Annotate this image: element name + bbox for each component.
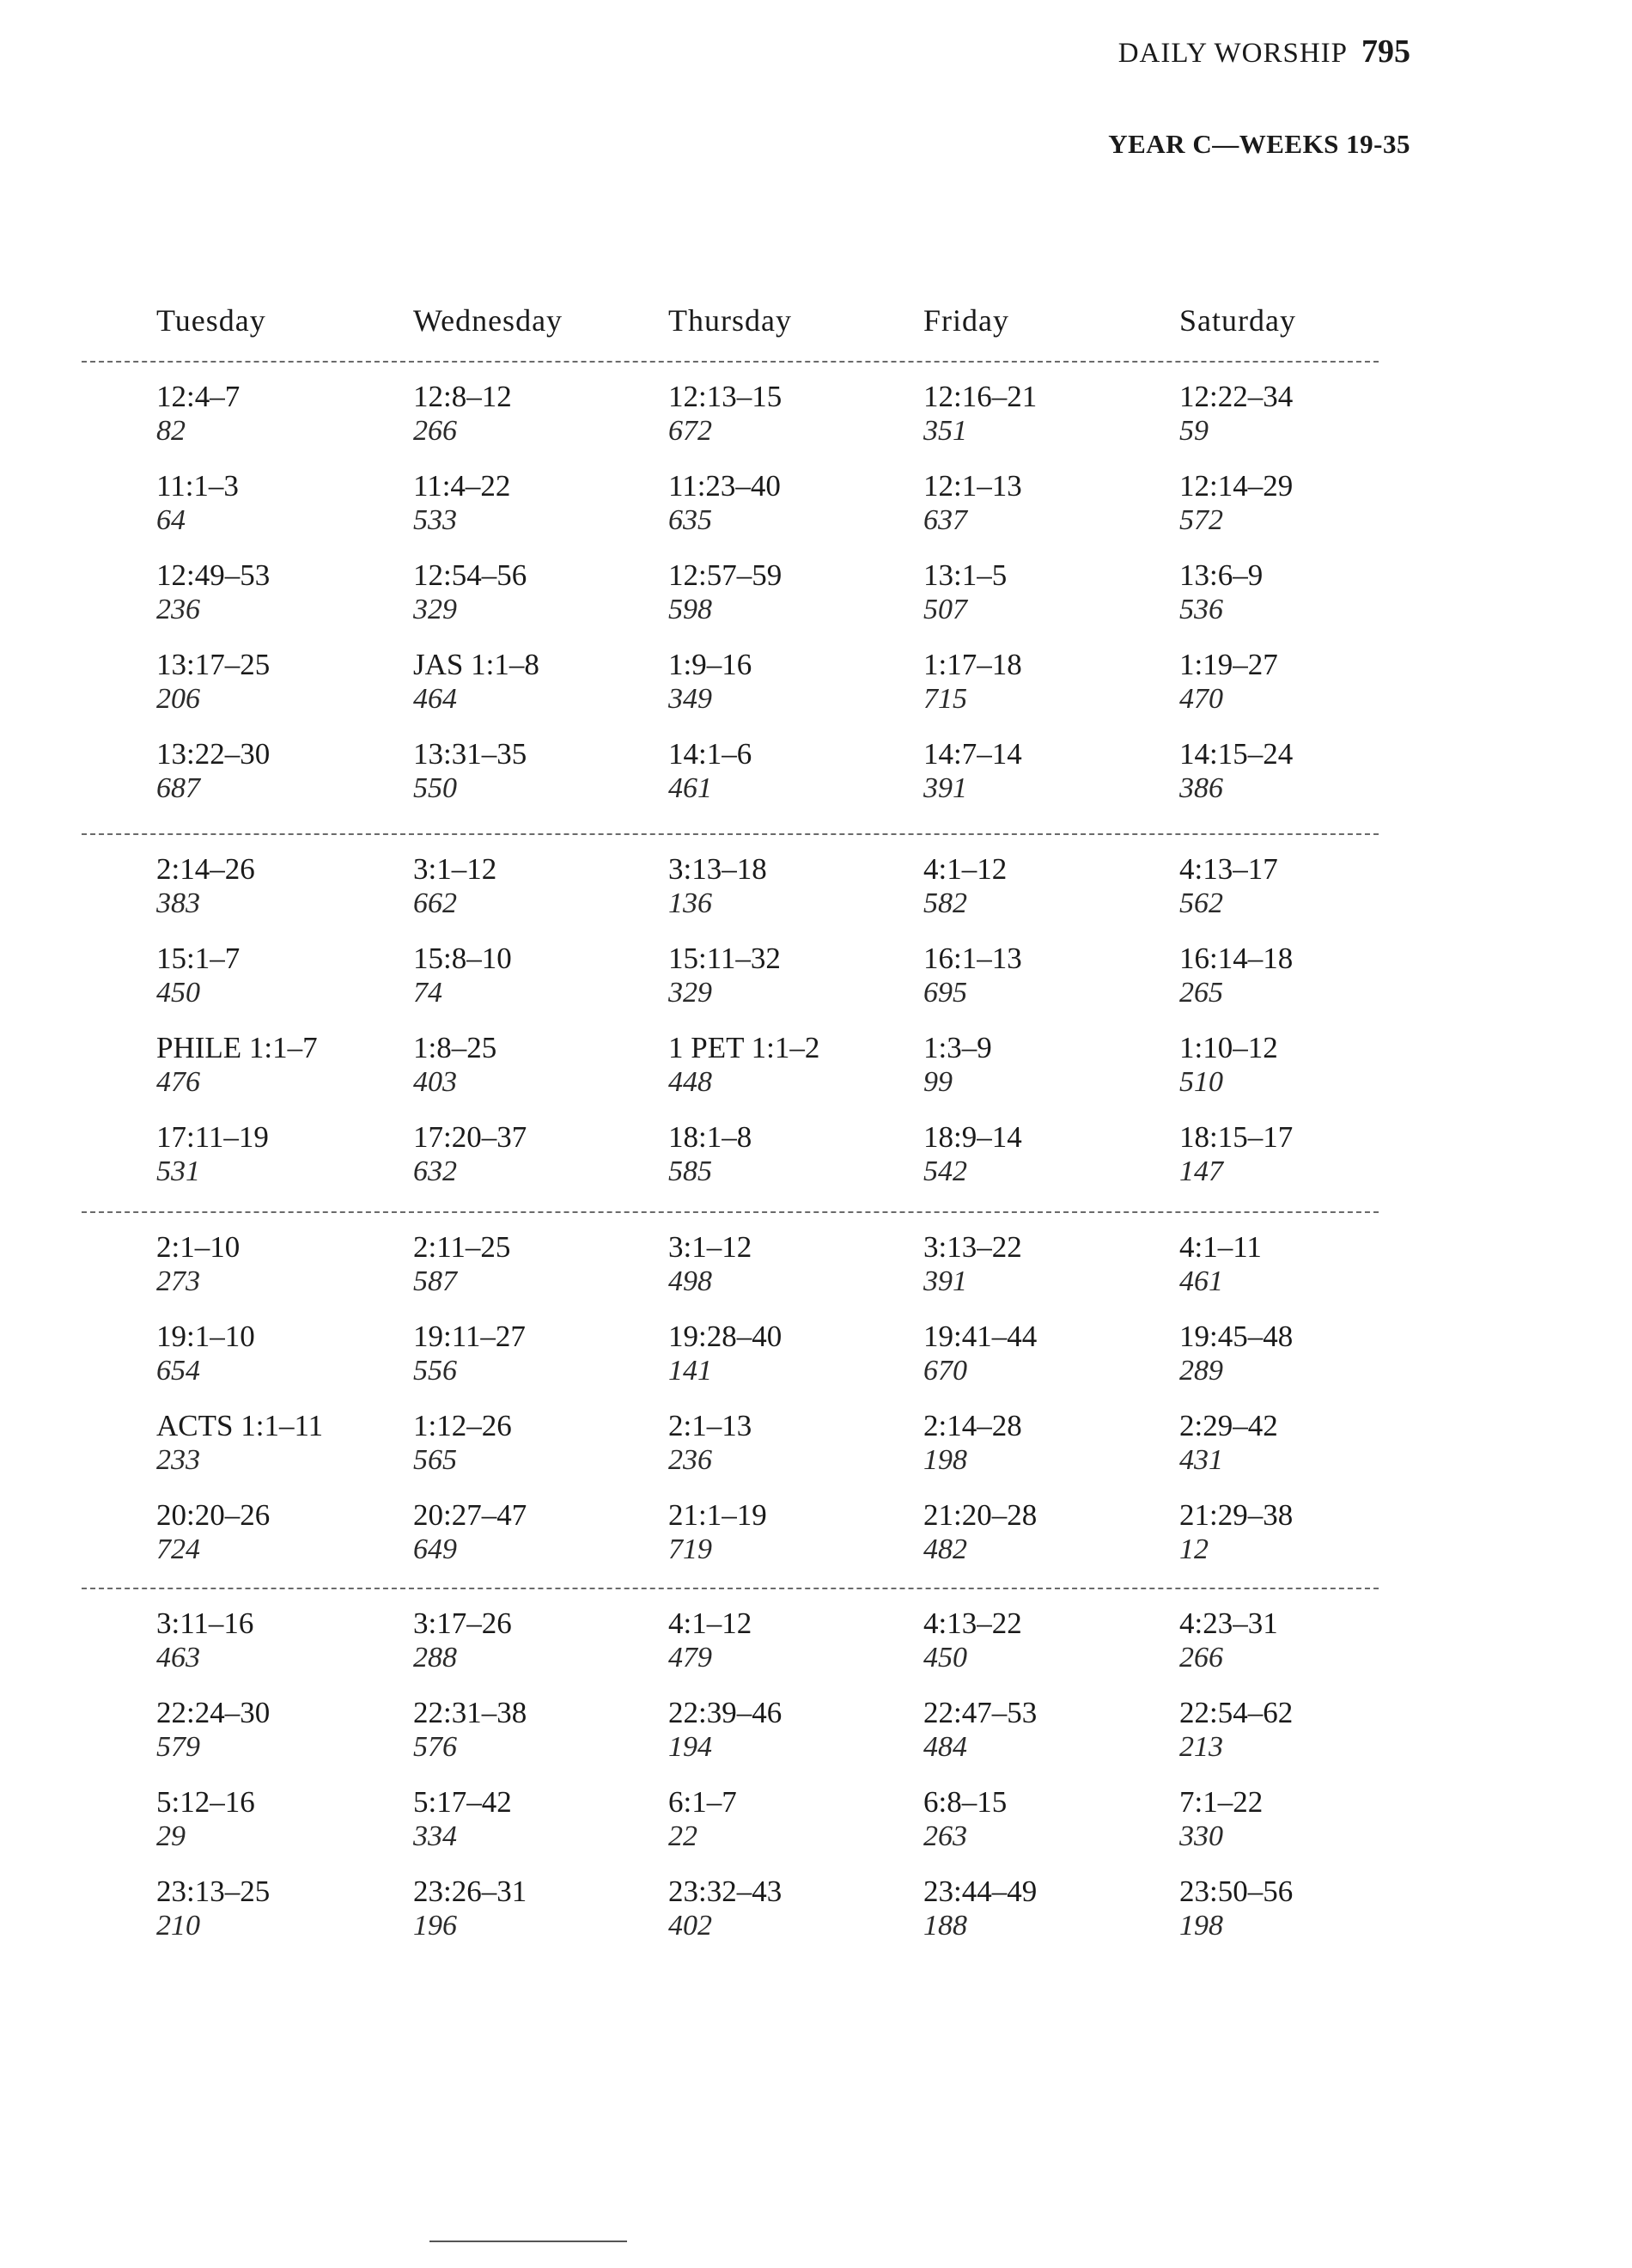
hymn-number: 582 xyxy=(923,887,967,919)
reading-entry-friday xyxy=(923,942,1022,1010)
reading-entry-tuesday xyxy=(156,1409,323,1478)
reading-entry-tuesday xyxy=(156,558,270,627)
hymn-number: 687 xyxy=(156,772,200,804)
reading-entry-friday xyxy=(923,558,1007,627)
scripture-reference: 11:4–22 xyxy=(413,469,511,503)
hymn-number: 654 xyxy=(156,1355,200,1387)
reading-entry-thursday xyxy=(668,1696,782,1765)
scripture-reference: 3:1–12 xyxy=(413,852,497,886)
reading-entry-thursday xyxy=(668,1120,752,1189)
reading-entry-friday xyxy=(923,469,1022,538)
hymn-number: 463 xyxy=(156,1642,200,1674)
group-divider xyxy=(82,833,1379,835)
hymn-number: 64 xyxy=(156,504,186,536)
hymn-number: 196 xyxy=(413,1910,457,1942)
reading-entry-tuesday xyxy=(156,648,270,716)
reading-entry-thursday xyxy=(668,1409,752,1478)
scripture-reference: 19:11–27 xyxy=(413,1320,526,1353)
reading-entry-saturday xyxy=(1179,1498,1293,1567)
scripture-reference: 12:16–21 xyxy=(923,380,1038,413)
scripture-reference: 2:1–10 xyxy=(156,1230,241,1264)
reading-entry-saturday xyxy=(1179,1785,1263,1854)
hymn-number: 649 xyxy=(413,1533,457,1565)
reading-entry-wednesday xyxy=(413,1031,496,1100)
scripture-reference: 6:8–15 xyxy=(923,1785,1008,1819)
hymn-number: 431 xyxy=(1179,1444,1223,1476)
reading-entry-wednesday xyxy=(413,1230,510,1299)
reading-entry-saturday xyxy=(1179,1230,1262,1299)
reading-entry-friday xyxy=(923,380,1037,448)
reading-entry-wednesday xyxy=(413,737,527,806)
reading-entry-tuesday xyxy=(156,1606,253,1675)
reading-entry-saturday xyxy=(1179,558,1263,627)
reading-entry-saturday xyxy=(1179,648,1278,716)
scripture-reference: 21:20–28 xyxy=(923,1498,1038,1532)
hymn-number: 194 xyxy=(668,1731,712,1763)
scripture-reference: 12:14–29 xyxy=(1179,469,1294,503)
hymn-number: 349 xyxy=(668,683,712,715)
scripture-reference: 4:13–22 xyxy=(923,1606,1022,1640)
hymn-number: 386 xyxy=(1179,772,1223,804)
hymn-number: 391 xyxy=(923,1265,967,1297)
reading-entry-friday xyxy=(923,852,1007,921)
scripture-reference: 12:13–15 xyxy=(668,380,783,413)
hymn-number: 484 xyxy=(923,1731,967,1763)
scripture-reference: 4:1–12 xyxy=(923,852,1008,886)
hymn-number: 236 xyxy=(156,594,200,625)
scripture-reference: 3:1–12 xyxy=(668,1230,752,1264)
scripture-reference: 19:41–44 xyxy=(923,1320,1038,1353)
hymn-number: 334 xyxy=(413,1820,457,1852)
scripture-reference: 3:13–22 xyxy=(923,1230,1022,1264)
reading-entry-wednesday xyxy=(413,942,512,1010)
hymn-number: 531 xyxy=(156,1155,200,1187)
hymn-number: 263 xyxy=(923,1820,967,1852)
scripture-reference: 3:17–26 xyxy=(413,1606,512,1640)
scripture-reference: 1:9–16 xyxy=(668,648,752,681)
scripture-reference: 23:50–56 xyxy=(1179,1875,1294,1908)
reading-entry-thursday xyxy=(668,1230,752,1299)
hymn-number: 598 xyxy=(668,594,712,625)
scripture-reference: 2:1–13 xyxy=(668,1409,752,1442)
scripture-reference: 1 PET 1:1–2 xyxy=(668,1031,820,1064)
reading-entry-friday xyxy=(923,1409,1022,1478)
reading-entry-thursday xyxy=(668,558,782,627)
day-header-tuesday: Tuesday xyxy=(156,303,266,338)
scripture-reference: 12:1–13 xyxy=(923,469,1022,503)
reading-entry-tuesday xyxy=(156,1498,270,1567)
hymn-number: 391 xyxy=(923,772,967,804)
scripture-reference: 4:23–31 xyxy=(1179,1606,1278,1640)
hymn-number: 479 xyxy=(668,1642,712,1674)
hymn-number: 383 xyxy=(156,887,200,919)
hymn-number: 507 xyxy=(923,594,967,625)
reading-entry-thursday xyxy=(668,1606,752,1675)
reading-entry-friday xyxy=(923,737,1022,806)
reading-entry-thursday xyxy=(668,1875,782,1943)
reading-entry-friday xyxy=(923,1230,1022,1299)
hymn-number: 74 xyxy=(413,977,442,1009)
hymn-number: 565 xyxy=(413,1444,457,1476)
hymn-number: 265 xyxy=(1179,977,1223,1009)
reading-entry-thursday xyxy=(668,648,752,716)
scripture-reference: 20:27–47 xyxy=(413,1498,527,1532)
scripture-reference: 13:1–5 xyxy=(923,558,1008,592)
scripture-reference: 22:47–53 xyxy=(923,1696,1038,1729)
scripture-reference: 19:45–48 xyxy=(1179,1320,1294,1353)
scripture-reference: PHILE 1:1–7 xyxy=(156,1031,318,1064)
scripture-reference: 15:11–32 xyxy=(668,942,781,975)
hymn-number: 632 xyxy=(413,1155,457,1187)
reading-entry-saturday xyxy=(1179,1320,1293,1388)
hymn-number: 587 xyxy=(413,1265,457,1297)
reading-entry-thursday xyxy=(668,1031,819,1100)
hymn-number: 670 xyxy=(923,1355,967,1387)
reading-entry-thursday xyxy=(668,1498,767,1567)
hymn-number: 724 xyxy=(156,1533,200,1565)
scripture-reference: 12:4–7 xyxy=(156,380,241,413)
day-header-saturday: Saturday xyxy=(1179,303,1296,338)
reading-entry-wednesday xyxy=(413,1320,526,1388)
reading-entry-wednesday xyxy=(413,1409,512,1478)
scripture-reference: 3:13–18 xyxy=(668,852,767,886)
scripture-reference: 23:13–25 xyxy=(156,1875,271,1908)
hymn-number: 672 xyxy=(668,415,712,447)
hymn-number: 289 xyxy=(1179,1355,1223,1387)
day-header-friday: Friday xyxy=(923,303,1009,338)
scripture-reference: 1:19–27 xyxy=(1179,648,1278,681)
scripture-reference: 4:13–17 xyxy=(1179,852,1278,886)
reading-entry-tuesday xyxy=(156,942,240,1010)
reading-entry-wednesday xyxy=(413,1696,527,1765)
reading-entry-wednesday xyxy=(413,1120,527,1189)
hymn-number: 82 xyxy=(156,415,186,447)
hymn-number: 461 xyxy=(668,772,712,804)
scripture-reference: 14:1–6 xyxy=(668,737,752,771)
hymn-number: 695 xyxy=(923,977,967,1009)
reading-entry-tuesday xyxy=(156,1875,270,1943)
reading-entry-saturday xyxy=(1179,1409,1278,1478)
page-number: 795 xyxy=(1361,34,1410,70)
scripture-reference: 13:6–9 xyxy=(1179,558,1264,592)
scripture-reference: 4:1–12 xyxy=(668,1606,752,1640)
reading-entry-thursday xyxy=(668,1785,737,1854)
scripture-reference: 16:14–18 xyxy=(1179,942,1294,975)
scripture-reference: 17:11–19 xyxy=(156,1120,269,1154)
group-divider xyxy=(82,1588,1379,1589)
scripture-reference: 23:44–49 xyxy=(923,1875,1038,1908)
reading-entry-wednesday xyxy=(413,1498,527,1567)
hymn-number: 470 xyxy=(1179,683,1223,715)
hymn-number: 29 xyxy=(156,1820,186,1852)
running-head xyxy=(1118,33,1410,70)
scripture-reference: 4:1–11 xyxy=(1179,1230,1262,1264)
hymn-number: 719 xyxy=(668,1533,712,1565)
hymn-number: 198 xyxy=(923,1444,967,1476)
reading-entry-wednesday xyxy=(413,1606,512,1675)
reading-entry-friday xyxy=(923,1498,1037,1567)
scripture-reference: 22:24–30 xyxy=(156,1696,271,1729)
scripture-reference: 3:11–16 xyxy=(156,1606,254,1640)
scripture-reference: 15:8–10 xyxy=(413,942,512,975)
scripture-reference: 22:54–62 xyxy=(1179,1696,1294,1729)
hymn-number: 213 xyxy=(1179,1731,1223,1763)
hymn-number: 12 xyxy=(1179,1533,1209,1565)
hymn-number: 542 xyxy=(923,1155,967,1187)
scripture-reference: 6:1–7 xyxy=(668,1785,737,1819)
scripture-reference: 15:1–7 xyxy=(156,942,241,975)
reading-entry-friday xyxy=(923,1031,992,1100)
reading-entry-tuesday xyxy=(156,1230,240,1299)
group-divider xyxy=(82,1211,1379,1213)
reading-entry-saturday xyxy=(1179,469,1293,538)
scripture-reference: 12:8–12 xyxy=(413,380,512,413)
hymn-number: 448 xyxy=(668,1066,712,1098)
hymn-number: 273 xyxy=(156,1265,200,1297)
hymn-number: 236 xyxy=(668,1444,712,1476)
reading-entry-saturday xyxy=(1179,1875,1293,1943)
hymn-number: 330 xyxy=(1179,1820,1223,1852)
reading-entry-tuesday xyxy=(156,1696,270,1765)
reading-entry-tuesday xyxy=(156,1320,255,1388)
scripture-reference: 20:20–26 xyxy=(156,1498,271,1532)
reading-entry-tuesday xyxy=(156,737,270,806)
scripture-reference: 22:39–46 xyxy=(668,1696,783,1729)
scripture-reference: 2:29–42 xyxy=(1179,1409,1278,1442)
reading-entry-thursday xyxy=(668,942,781,1010)
hymn-number: 498 xyxy=(668,1265,712,1297)
hymn-number: 188 xyxy=(923,1910,967,1942)
hymn-number: 403 xyxy=(413,1066,457,1098)
hymn-number: 715 xyxy=(923,683,967,715)
scripture-reference: 23:26–31 xyxy=(413,1875,527,1908)
reading-entry-friday xyxy=(923,1785,1007,1854)
reading-entry-tuesday xyxy=(156,380,240,448)
reading-entry-saturday xyxy=(1179,1696,1293,1765)
scripture-reference: 18:15–17 xyxy=(1179,1120,1294,1154)
hymn-number: 635 xyxy=(668,504,712,536)
reading-entry-thursday xyxy=(668,380,782,448)
reading-entry-tuesday xyxy=(156,1120,269,1189)
section-title: YEAR C—WEEKS 19-35 xyxy=(1108,129,1410,159)
hymn-number: 637 xyxy=(923,504,967,536)
scripture-reference: 12:57–59 xyxy=(668,558,783,592)
hymn-number: 233 xyxy=(156,1444,200,1476)
reading-entry-saturday xyxy=(1179,1120,1293,1189)
scripture-reference: 14:15–24 xyxy=(1179,737,1294,771)
hymn-number: 450 xyxy=(923,1642,967,1674)
hymn-number: 329 xyxy=(413,594,457,625)
reading-entry-saturday xyxy=(1179,1606,1278,1675)
hymn-number: 536 xyxy=(1179,594,1223,625)
reading-entry-saturday xyxy=(1179,1031,1278,1100)
scripture-reference: 1:17–18 xyxy=(923,648,1022,681)
reading-entry-friday xyxy=(923,1120,1022,1189)
reading-entry-friday xyxy=(923,1606,1022,1675)
reading-entry-saturday xyxy=(1179,737,1293,806)
hymn-number: 572 xyxy=(1179,504,1223,536)
reading-entry-friday xyxy=(923,648,1022,716)
reading-entry-wednesday xyxy=(413,1785,512,1854)
running-title: DAILY WORSHIP xyxy=(1117,38,1348,69)
scripture-reference: 18:1–8 xyxy=(668,1120,752,1154)
hymn-number: 329 xyxy=(668,977,712,1009)
scripture-reference: 16:1–13 xyxy=(923,942,1022,975)
scripture-reference: 18:9–14 xyxy=(923,1120,1022,1154)
scripture-reference: 5:12–16 xyxy=(156,1785,255,1819)
scripture-reference: 5:17–42 xyxy=(413,1785,512,1819)
hymn-number: 22 xyxy=(668,1820,697,1852)
hymn-number: 464 xyxy=(413,683,457,715)
scripture-reference: 19:1–10 xyxy=(156,1320,255,1353)
reading-entry-thursday xyxy=(668,469,781,538)
scripture-reference: 21:29–38 xyxy=(1179,1498,1294,1532)
reading-entry-wednesday xyxy=(413,852,496,921)
scripture-reference: 7:1–22 xyxy=(1179,1785,1264,1819)
hymn-number: 576 xyxy=(413,1731,457,1763)
reading-entry-tuesday xyxy=(156,469,239,538)
scripture-reference: 1:8–25 xyxy=(413,1031,497,1064)
reading-entry-saturday xyxy=(1179,942,1293,1010)
scripture-reference: 1:10–12 xyxy=(1179,1031,1278,1064)
day-header-wednesday: Wednesday xyxy=(413,303,563,338)
reading-entry-saturday xyxy=(1179,380,1293,448)
hymn-number: 198 xyxy=(1179,1910,1223,1942)
hymn-number: 550 xyxy=(413,772,457,804)
hymn-number: 402 xyxy=(668,1910,712,1942)
reading-entry-wednesday xyxy=(413,380,512,448)
scripture-reference: 11:1–3 xyxy=(156,469,239,503)
reading-entry-saturday xyxy=(1179,852,1278,921)
hymn-number: 562 xyxy=(1179,887,1223,919)
scripture-reference: 21:1–19 xyxy=(668,1498,767,1532)
scripture-reference: 13:31–35 xyxy=(413,737,527,771)
hymn-number: 147 xyxy=(1179,1155,1223,1187)
hymn-number: 476 xyxy=(156,1066,200,1098)
day-header-thursday: Thursday xyxy=(668,303,792,338)
hymn-number: 141 xyxy=(668,1355,712,1387)
scripture-reference: JAS 1:1–8 xyxy=(413,648,539,681)
scripture-reference: 13:17–25 xyxy=(156,648,271,681)
hymn-number: 288 xyxy=(413,1642,457,1674)
reading-entry-thursday xyxy=(668,737,752,806)
hymn-number: 136 xyxy=(668,887,712,919)
reading-entry-wednesday xyxy=(413,469,510,538)
hymn-number: 461 xyxy=(1179,1265,1223,1297)
hymn-number: 99 xyxy=(923,1066,953,1098)
hymn-number: 59 xyxy=(1179,415,1209,447)
scripture-reference: 12:54–56 xyxy=(413,558,527,592)
scripture-reference: 22:31–38 xyxy=(413,1696,527,1729)
hymn-number: 210 xyxy=(156,1910,200,1942)
hymn-number: 585 xyxy=(668,1155,712,1187)
reading-entry-wednesday xyxy=(413,558,527,627)
scripture-reference: 19:28–40 xyxy=(668,1320,783,1353)
scripture-reference: 14:7–14 xyxy=(923,737,1022,771)
hymn-number: 266 xyxy=(413,415,457,447)
group-divider xyxy=(82,361,1379,363)
hymn-number: 662 xyxy=(413,887,457,919)
reading-entry-friday xyxy=(923,1875,1037,1943)
reading-entry-thursday xyxy=(668,1320,782,1388)
scripture-reference: ACTS 1:1–11 xyxy=(156,1409,324,1442)
scripture-reference: 12:49–53 xyxy=(156,558,271,592)
scripture-reference: 2:14–28 xyxy=(923,1409,1022,1442)
hymn-number: 510 xyxy=(1179,1066,1223,1098)
reading-entry-friday xyxy=(923,1320,1037,1388)
hymn-number: 450 xyxy=(156,977,200,1009)
scripture-reference: 1:3–9 xyxy=(923,1031,992,1064)
footer-rule xyxy=(429,2241,627,2242)
hymn-number: 533 xyxy=(413,504,457,536)
scripture-reference: 2:14–26 xyxy=(156,852,255,886)
scripture-reference: 13:22–30 xyxy=(156,737,271,771)
reading-entry-tuesday xyxy=(156,1031,318,1100)
hymn-number: 351 xyxy=(923,415,967,447)
hymn-number: 556 xyxy=(413,1355,457,1387)
hymn-number: 482 xyxy=(923,1533,967,1565)
reading-entry-tuesday xyxy=(156,1785,255,1854)
reading-entry-tuesday xyxy=(156,852,255,921)
hymn-number: 266 xyxy=(1179,1642,1223,1674)
reading-entry-friday xyxy=(923,1696,1037,1765)
hymn-number: 579 xyxy=(156,1731,200,1763)
scripture-reference: 12:22–34 xyxy=(1179,380,1294,413)
scripture-reference: 1:12–26 xyxy=(413,1409,512,1442)
scripture-reference: 23:32–43 xyxy=(668,1875,783,1908)
reading-entry-wednesday xyxy=(413,1875,527,1943)
scripture-reference: 17:20–37 xyxy=(413,1120,527,1154)
scripture-reference: 11:23–40 xyxy=(668,469,781,503)
scripture-reference: 2:11–25 xyxy=(413,1230,511,1264)
reading-entry-thursday xyxy=(668,852,767,921)
hymn-number: 206 xyxy=(156,683,200,715)
reading-entry-wednesday xyxy=(413,648,539,716)
